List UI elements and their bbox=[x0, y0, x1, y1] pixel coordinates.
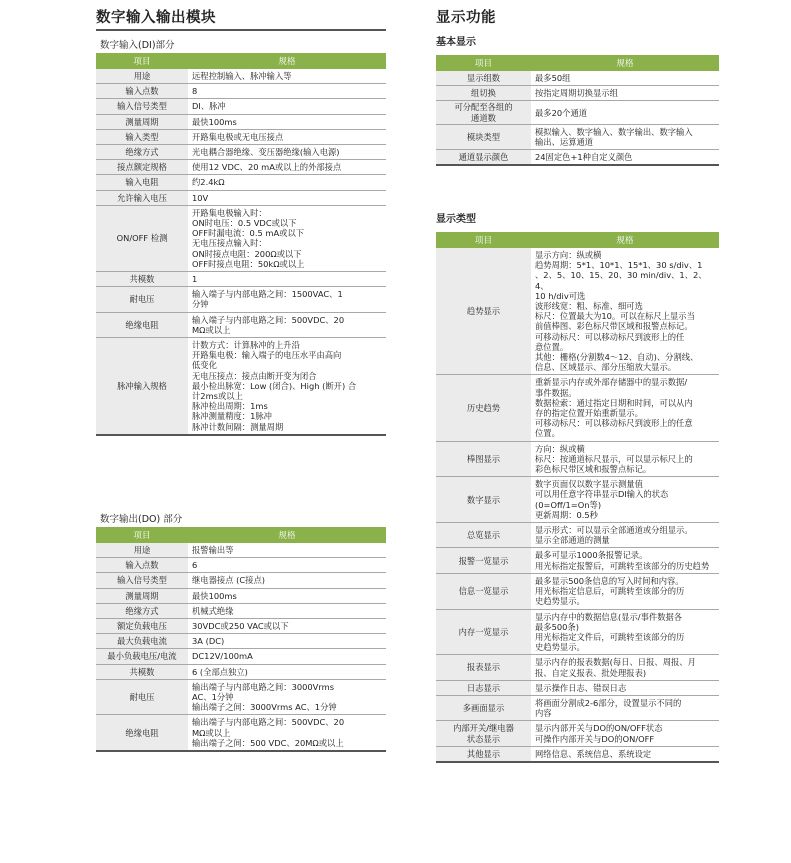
table-row bbox=[436, 86, 719, 101]
col-header-item: 项目 bbox=[96, 53, 188, 69]
table-row bbox=[96, 272, 386, 287]
row-spec: 最快100ms bbox=[188, 114, 386, 129]
row-spec: 输出端子与内部电路之间：3000Vrms AC、1分钟 输出端子之间：3000Vrms AC、1分钟 bbox=[188, 679, 386, 715]
row-item: 允许输入电压 bbox=[96, 190, 188, 205]
row-item: 绝缘电阻 bbox=[96, 715, 188, 751]
table-row bbox=[96, 679, 386, 715]
row-item: 接点额定规格 bbox=[96, 160, 188, 175]
row-item: 耐电压 bbox=[96, 679, 188, 715]
table-row bbox=[96, 715, 386, 751]
display-types-table bbox=[436, 232, 719, 763]
table-row bbox=[96, 588, 386, 603]
row-spec: DC12V/100mA bbox=[188, 649, 386, 664]
row-spec: 输入端子与内部电路之间：1500VAC、1 分钟 bbox=[188, 287, 386, 312]
table-row bbox=[96, 603, 386, 618]
table-row bbox=[96, 619, 386, 634]
row-spec: 显示内存的报表数据(每日、日报、周报、月 报、自定义报表、批处理报表) bbox=[531, 655, 719, 680]
row-spec: 模拟输入、数字输入、数字输出、数字输入 输出、运算通道 bbox=[531, 124, 719, 149]
table-row bbox=[436, 101, 719, 124]
row-item: 趋势显示 bbox=[436, 248, 531, 375]
row-item: 用途 bbox=[96, 69, 188, 84]
row-spec: 30VDC或250 VAC或以下 bbox=[188, 619, 386, 634]
row-spec: 报警输出等 bbox=[188, 543, 386, 558]
table-row bbox=[96, 129, 386, 144]
table-row bbox=[96, 69, 386, 84]
do-spec-table bbox=[96, 527, 386, 752]
row-item: 用途 bbox=[96, 543, 188, 558]
di-section-label: 数字输入(DI)部分 bbox=[100, 40, 175, 51]
row-item: 耐电压 bbox=[96, 287, 188, 312]
table-row bbox=[436, 609, 719, 655]
row-spec: 最多50组 bbox=[531, 71, 719, 86]
row-spec: 将画面分割成2-6部分，设置显示不同的 内容 bbox=[531, 695, 719, 720]
row-spec: 输入端子与内部电路之间：500VDC、20 MΩ或以上 bbox=[188, 312, 386, 337]
row-spec: 10V bbox=[188, 190, 386, 205]
di-spec-table bbox=[96, 53, 386, 436]
row-spec: 继电器接点 (C接点) bbox=[188, 573, 386, 588]
row-item: 输入信号类型 bbox=[96, 573, 188, 588]
row-item: 输入电阻 bbox=[96, 175, 188, 190]
row-spec: 最多显示500条信息的写入时间和内容。 用光标指定信息后，可跳转至该部分的历 史趋势显示。 bbox=[531, 573, 719, 609]
table-row bbox=[96, 543, 386, 558]
row-spec: 约2.4kΩ bbox=[188, 175, 386, 190]
page-title-right: 显示功能 bbox=[436, 10, 496, 26]
types-section-label: 显示类型 bbox=[436, 214, 476, 225]
row-spec: 最快100ms bbox=[188, 588, 386, 603]
row-spec: 输出端子与内部电路之间：500VDC、20 MΩ或以上 输出端子之间：500 VDC、20MΩ或以上 bbox=[188, 715, 386, 751]
row-item: 总览显示 bbox=[436, 523, 531, 548]
row-item: 额定负载电压 bbox=[96, 619, 188, 634]
row-item: 测量周期 bbox=[96, 588, 188, 603]
table-row bbox=[96, 634, 386, 649]
row-item: 多画面显示 bbox=[436, 695, 531, 720]
row-item: 共模数 bbox=[96, 272, 188, 287]
col-header-item: 项目 bbox=[436, 55, 531, 71]
table-row bbox=[436, 680, 719, 695]
row-spec: 显示形式：可以显示全部通道或分组显示。 显示全部通道的测量 bbox=[531, 523, 719, 548]
row-spec: 24固定色+1种自定义颜色 bbox=[531, 150, 719, 166]
row-item: 输入点数 bbox=[96, 84, 188, 99]
row-item: 最小负载电压/电流 bbox=[96, 649, 188, 664]
row-item: 脉冲输入规格 bbox=[96, 338, 188, 435]
table-row bbox=[436, 71, 719, 86]
row-item: 历史趋势 bbox=[436, 375, 531, 441]
row-item: 模块类型 bbox=[436, 124, 531, 149]
table-row bbox=[96, 664, 386, 679]
row-item: 绝缘方式 bbox=[96, 145, 188, 160]
row-item: 输入类型 bbox=[96, 129, 188, 144]
table-row bbox=[96, 287, 386, 312]
col-header-spec: 规格 bbox=[188, 53, 386, 69]
row-item: 报表显示 bbox=[436, 655, 531, 680]
table-row bbox=[436, 375, 719, 441]
col-header-item: 项目 bbox=[436, 232, 531, 248]
row-spec: 开路集电极或无电压接点 bbox=[188, 129, 386, 144]
row-item: 内存一览显示 bbox=[436, 609, 531, 655]
table-row bbox=[96, 573, 386, 588]
row-spec: 使用12 VDC、20 mA或以上的外部接点 bbox=[188, 160, 386, 175]
row-spec: 方向：纵或横 标尺：按通道标尺显示，可以显示标尺上的 彩色标尺带区域和报警点标记。 bbox=[531, 441, 719, 477]
row-spec: 显示内部开关与DO的ON/OFF状态 可操作内部开关与DO的ON/OFF bbox=[531, 721, 719, 746]
table-row bbox=[96, 190, 386, 205]
row-item: 可分配至各组的 通道数 bbox=[436, 101, 531, 124]
row-item: 显示组数 bbox=[436, 71, 531, 86]
do-section-label: 数字输出(DO) 部分 bbox=[100, 514, 183, 525]
col-header-spec: 规格 bbox=[531, 55, 719, 71]
table-row bbox=[436, 124, 719, 149]
row-spec: 3A (DC) bbox=[188, 634, 386, 649]
row-spec: 数字页面仅以数字显示测量值 可以用任意字符串显示DI输入的状态 (0=Off/1=On等) 更新周期：0.5秒 bbox=[531, 477, 719, 523]
row-spec: 机械式绝缘 bbox=[188, 603, 386, 618]
table-row bbox=[96, 84, 386, 99]
row-item: 信息一览显示 bbox=[436, 573, 531, 609]
row-spec: 按指定周期切换显示组 bbox=[531, 86, 719, 101]
row-item: 内部开关/继电器 状态显示 bbox=[436, 721, 531, 746]
row-spec: 显示内存中的数据信息(显示/事件数据各 最多500条) 用光标指定文件后，可跳转至该部分的历 史趋势显示。 bbox=[531, 609, 719, 655]
table-row bbox=[436, 746, 719, 762]
table-row bbox=[436, 655, 719, 680]
table-row bbox=[436, 695, 719, 720]
col-header-spec: 规格 bbox=[188, 527, 386, 543]
row-item: 输入信号类型 bbox=[96, 99, 188, 114]
row-spec: 远程控制输入、脉冲输入等 bbox=[188, 69, 386, 84]
row-spec: 6 bbox=[188, 558, 386, 573]
table-row bbox=[96, 338, 386, 435]
row-item: 输入点数 bbox=[96, 558, 188, 573]
table-row bbox=[96, 145, 386, 160]
page-title-left: 数字输入输出模块 bbox=[96, 10, 216, 26]
table-row bbox=[436, 523, 719, 548]
row-item: 绝缘电阻 bbox=[96, 312, 188, 337]
table-row bbox=[436, 248, 719, 375]
table-row bbox=[96, 312, 386, 337]
table-row bbox=[96, 160, 386, 175]
row-spec: 最多可显示1000条报警记录。 用光标指定报警后，可跳转至该部分的历史趋势 bbox=[531, 548, 719, 573]
table-row bbox=[96, 205, 386, 271]
row-item: 最大负载电流 bbox=[96, 634, 188, 649]
table-row bbox=[96, 99, 386, 114]
row-spec: 显示方向：纵或横 趋势周期：5*1、10*1、15*1、30 s/div、1 、2、5、10、15、20、30 min/div、1、2、4、 10 h/div可选 波形线宽：粗、标准、细可选 标尺：位置最大为10。可以在标尺上显示当 前值棒图、彩色标尺带区域和报警点标记。 可移动标尺：可以移动标尺到波形上的任 意位置。 其他：栅格(分割数4～12、自动)、分割线、 信息、区域显示、部分压缩放大显示。 bbox=[531, 248, 719, 375]
table-row bbox=[96, 175, 386, 190]
row-spec: 开路集电极输入时： ON时电压：0.5 VDC或以下 OFF时漏电流：0.5 mA或以下 无电压接点输入时： ON时接点电阻：200Ω或以下 OFF时接点电阻：50kΩ或以上 bbox=[188, 205, 386, 271]
row-item: 组切换 bbox=[436, 86, 531, 101]
basic-section-label: 基本显示 bbox=[436, 37, 476, 48]
row-spec: 光电耦合器绝缘、变压器绝缘(输入电源) bbox=[188, 145, 386, 160]
row-spec: 显示操作日志、错误日志 bbox=[531, 680, 719, 695]
row-spec: 1 bbox=[188, 272, 386, 287]
row-item: ON/OFF 检测 bbox=[96, 205, 188, 271]
row-item: 通道显示颜色 bbox=[436, 150, 531, 166]
title-divider bbox=[96, 29, 386, 31]
row-spec: 计数方式：计算脉冲的上升沿 开路集电极：输入端子的电压水平由高向 低变化 无电压接点：接点由断开变为闭合 最小检出脉宽：Low (闭合)、High (断开) 合 计2ms或以上 脉冲检出周期：1ms 脉冲测量精度：1脉冲 脉冲计数间隔：测量周期 bbox=[188, 338, 386, 435]
table-row bbox=[436, 573, 719, 609]
row-item: 报警一览显示 bbox=[436, 548, 531, 573]
row-spec: 最多20个通道 bbox=[531, 101, 719, 124]
row-item: 绝缘方式 bbox=[96, 603, 188, 618]
table-row bbox=[96, 558, 386, 573]
row-spec: DI、脉冲 bbox=[188, 99, 386, 114]
table-row bbox=[436, 548, 719, 573]
row-spec: 重新显示内存或外部存储器中的显示数据/ 事件数据。 数据检索：通过指定日期和时间，可以从内 存的指定位置开始重新显示。 可移动标尺：可以移动标尺到波形上的任意 位置。 bbox=[531, 375, 719, 441]
table-row bbox=[436, 721, 719, 746]
table-row bbox=[96, 114, 386, 129]
table-row bbox=[436, 477, 719, 523]
row-item: 测量周期 bbox=[96, 114, 188, 129]
row-spec: 6 (全部点独立) bbox=[188, 664, 386, 679]
basic-display-table bbox=[436, 55, 719, 166]
row-spec: 网络信息、系统信息、系统设定 bbox=[531, 746, 719, 762]
row-item: 日志显示 bbox=[436, 680, 531, 695]
table-row bbox=[96, 649, 386, 664]
row-item: 其他显示 bbox=[436, 746, 531, 762]
row-spec: 8 bbox=[188, 84, 386, 99]
row-item: 数字显示 bbox=[436, 477, 531, 523]
col-header-item: 项目 bbox=[96, 527, 188, 543]
row-item: 共模数 bbox=[96, 664, 188, 679]
table-row bbox=[436, 441, 719, 477]
table-row bbox=[436, 150, 719, 166]
row-item: 棒图显示 bbox=[436, 441, 531, 477]
col-header-spec: 规格 bbox=[531, 232, 719, 248]
